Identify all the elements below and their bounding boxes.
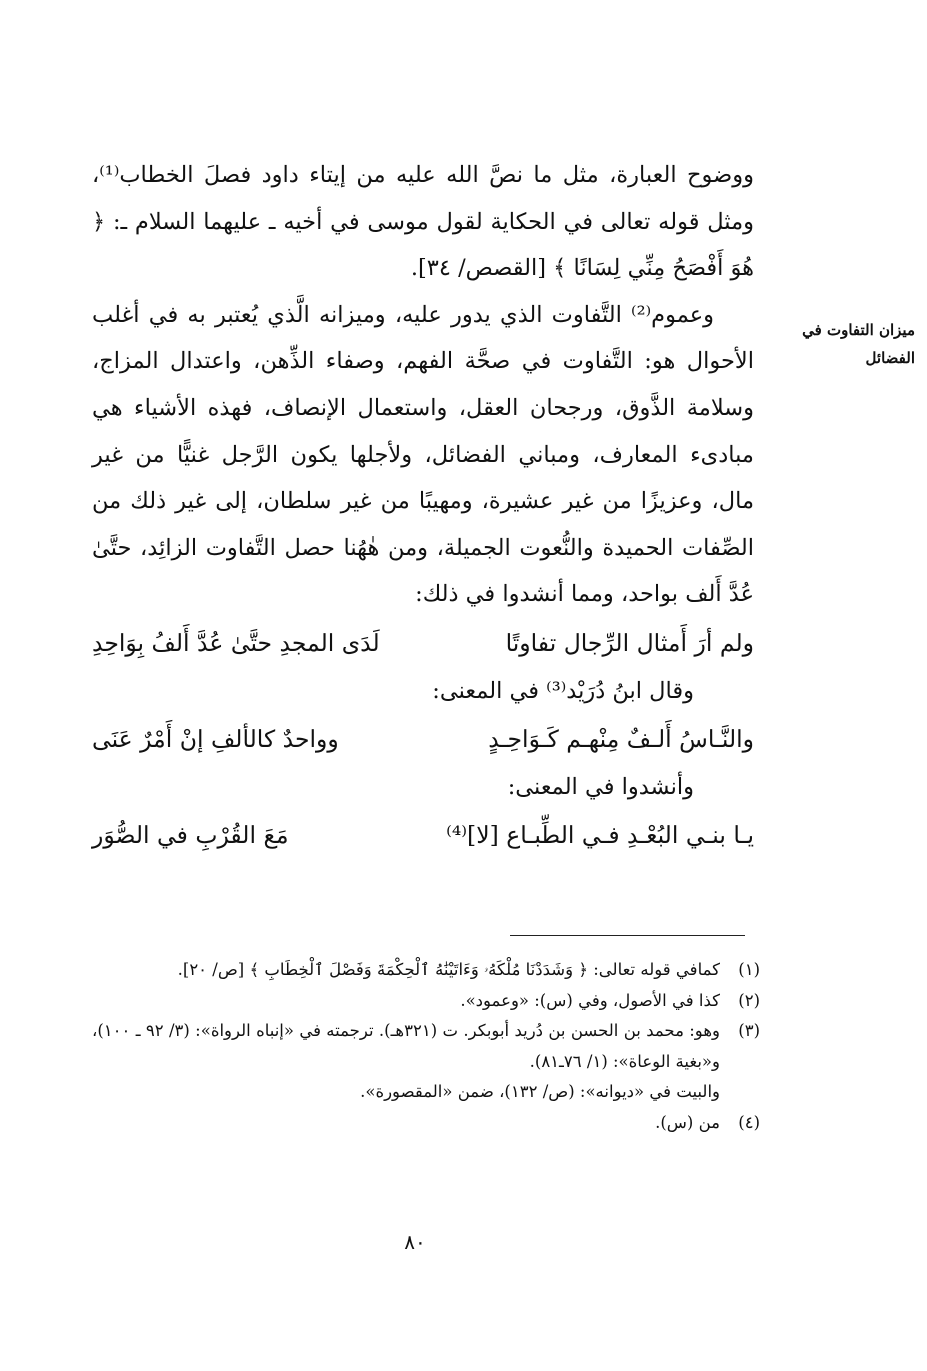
footnote-text: كذا في الأصول، وفي (س): «وعمود». [460,990,720,1010]
footnote-text: من (س). [655,1112,720,1132]
verse-3 [92,810,754,860]
margin-note-line1: ميزان التفاوت في [802,321,915,339]
verse-3-intro: وأنشدوا في المعنى: [507,773,694,800]
margin-note-line2: الفضائل [865,349,915,367]
footnote-2 [92,986,760,1017]
footnote-divider [510,935,745,936]
footnote-3-continued [92,1077,760,1108]
verse-2-first-hemistich: والنَّـاسُ أَلـفٌ مِنْهـم كَـوَاحِـدٍ [488,724,754,753]
footnote-1 [92,955,760,986]
paragraph-1: ووضوح العبارة، مثل ما نصَّ الله عليه من إيتاء داود فصلَ الخطاب⁽¹⁾، ومثل قوله تعالى في الحكاية لقول موسى في أخيه ـ عليهما السلام ـ: ﴿ هُوَ أَفْصَحُ مِنِّي لِسَانًا ﴾ [القصص/ ٣٤]. [92,162,754,282]
footnote-number: (٣) [738,1021,760,1040]
paragraph-2: وعموم⁽²⁾ التَّفاوت الذي يدور عليه، وميزانه الَّذي يُعتبر به في أغلب الأحوال هو: التَّفاوت في صحَّة الفهم، وصفاء الذِّهن، واعتدال المزاج، وسلامة الذَّوق، ورجحان العقل، واستعمال الإنصاف، فهذه الأشياء هي مبادىء المعارف، ومباني الفضائل، ولأجلها يكون الرَّجل غنيًّا من غير مال، وعزيزًا من غير عشيرة، ومهيبًا من غير سلطان، إلى غير ذلك من الصِّفات الحميدة والنُّعوت الجميلة، ومن هٰهُنا حصل التَّفاوت الزائِد، حتَّىٰ عُدَّ أَلف بواحد، ومما أنشدوا في ذلك: [92,301,754,608]
verse-2 [92,714,754,764]
page-number: ٨٠ [404,1230,426,1254]
verse-1-first-hemistich: ولم أرَ أَمثال الرِّجال تفاوتًا [505,628,754,657]
verse-2-second-hemistich: وواحدٌ كالألفِ إنْ أَمْرٌ عَنَى [92,724,339,753]
margin-note [770,316,915,372]
footnote-3 [92,1016,760,1077]
footnote-number: (٢) [738,990,760,1010]
footnote-number: (٤) [738,1112,760,1132]
footnote-number: (١) [738,960,760,979]
verse-3-second-hemistich: مَعَ القُرْبِ في الصُّوَر [92,820,289,849]
verse-3-first-hemistich: يـا بنـي البُعْـدِ فـي الطِّبـاع [لا]⁽⁴⁾ [446,820,754,849]
verse-1-second-hemistich: لَدَى المجدِ حتَّىٰ عُدَّ أَلفُ بِوَاحِدِ [92,628,380,657]
verse-2-intro: وقال ابنُ دُرَيْد⁽³⁾ في المعنى: [432,677,694,704]
footnote-text: وهو: محمد بن الحسن بن دُريد أبوبكر. ت (٣٢١هـ). ترجمته في «إنباه الرواة»: (٣/ ٩٢ ـ ١٠٠)، و«بغية الوعاة»: (١/ ٧٦ـ٨١). [92,1021,720,1071]
main-text [92,152,754,860]
verse-1 [92,618,754,668]
footnotes [92,955,760,1138]
footnote-text: كمافي قوله تعالى: ﴿ وَشَدَدْنَا مُلْكَهُۥ وَءَاتَيْنَٰهُ ٱلْحِكْمَةَ وَفَصْلَ ٱلْخِطَابِ ﴾ [ص/ ٢٠]. [177,960,720,979]
footnote-4 [92,1108,760,1139]
footnote-text: والبيت في «ديوانه»: (ص/ ١٣٢)، ضمن «المقصورة». [360,1082,720,1101]
